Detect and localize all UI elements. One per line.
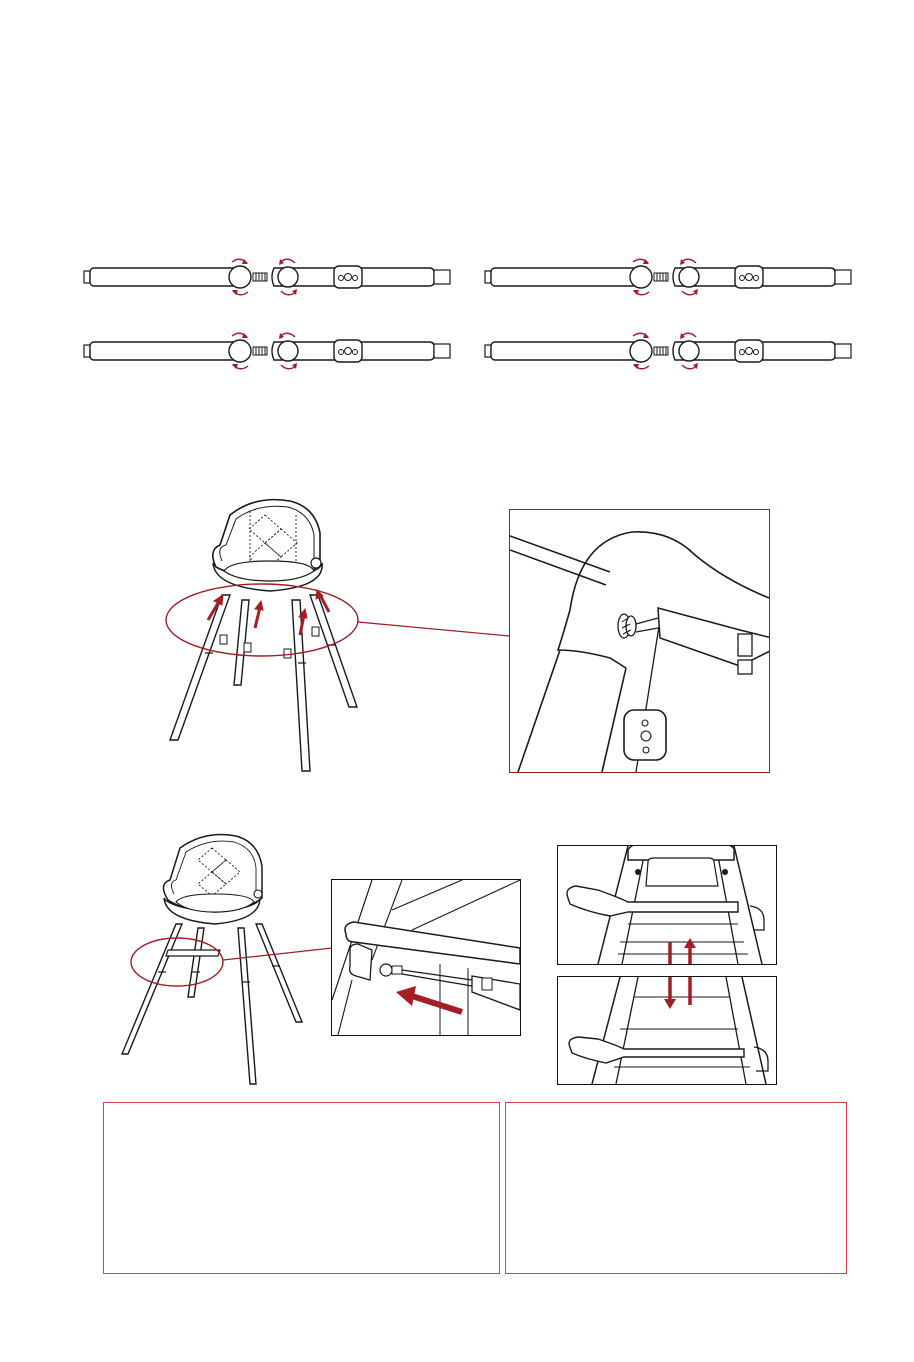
leg-diagram-3 — [84, 333, 450, 369]
footrest-height-bottom-svg — [558, 977, 776, 1084]
footrest-height-top-svg — [558, 846, 776, 964]
footrest-chair-svg — [110, 832, 340, 1092]
footrest-screw-detail-panel — [331, 879, 521, 1036]
footrest-highlight-ellipse — [131, 938, 223, 986]
seat-screw-detail-svg — [510, 510, 769, 772]
leg-diagram-1 — [84, 259, 450, 295]
seat-highlight-ellipse — [166, 584, 358, 656]
note-box-left — [103, 1102, 500, 1274]
leg-diagram-2 — [485, 259, 851, 295]
seat-attachment-illustration — [150, 495, 520, 785]
leg-diagram-4 — [485, 333, 851, 369]
footrest-attachment-illustration — [110, 832, 340, 1092]
footrest-height-panel-bottom — [557, 976, 777, 1085]
note-text-left — [104, 1103, 499, 1123]
leg-assembly-svg — [0, 250, 914, 390]
seat-chair-svg — [150, 495, 520, 785]
footrest-height-panel-top — [557, 845, 777, 965]
leg-assembly-grid — [0, 250, 914, 390]
seat-screw-detail-panel — [509, 509, 770, 773]
note-box-right — [505, 1102, 847, 1274]
note-text-right — [506, 1103, 846, 1123]
footrest-screw-detail-svg — [332, 880, 520, 1035]
